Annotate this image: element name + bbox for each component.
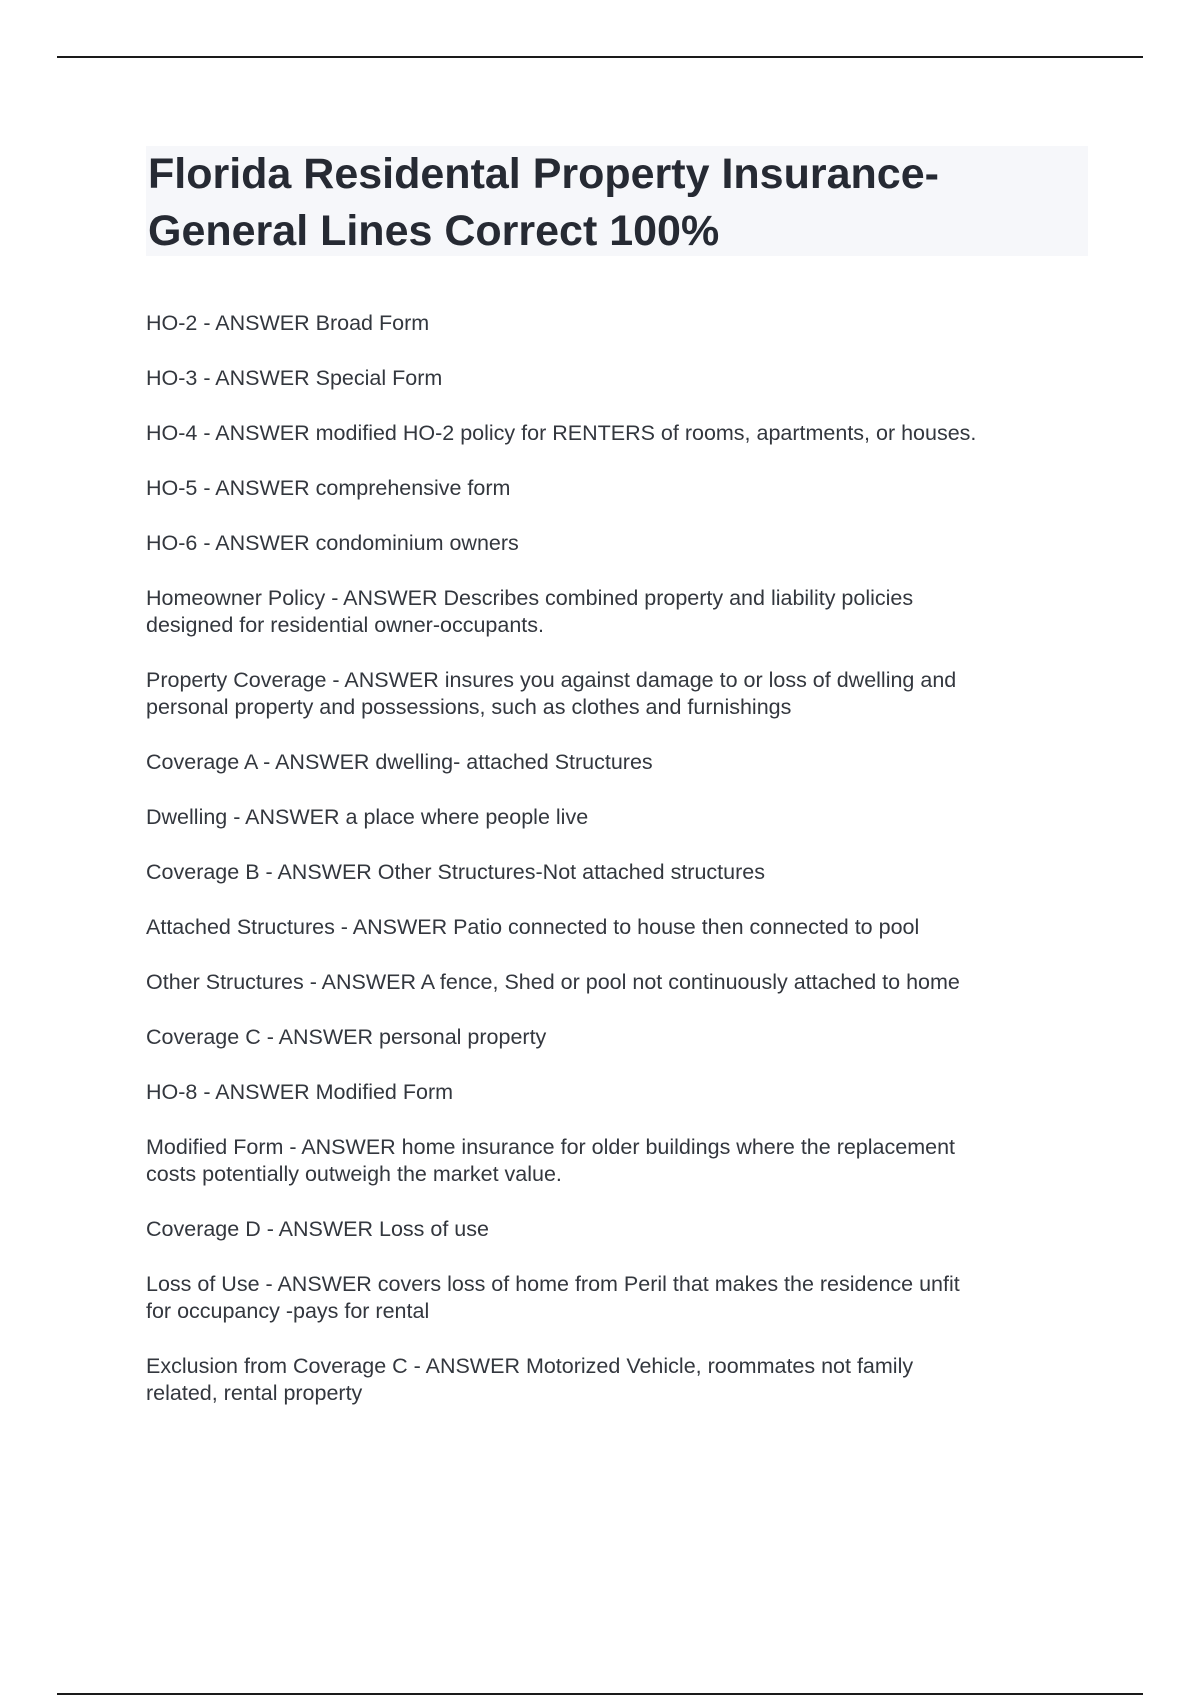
entry-line: HO-4 - ANSWER modified HO-2 policy for RENTERS of rooms, apartments, or houses.: [146, 421, 977, 445]
bottom-rule: [57, 1693, 1143, 1695]
entry-line: Property Coverage - ANSWER insures you against damage to or loss of dwelling and: [146, 668, 957, 692]
entry-line: Loss of Use - ANSWER covers loss of home from Peril that makes the residence unfit: [146, 1272, 960, 1296]
document-title: [146, 146, 1088, 256]
top-rule: [57, 56, 1143, 58]
qa-list: [146, 310, 1096, 1435]
qa-entry-ho-4: [146, 420, 1096, 447]
entry-line: HO-6 - ANSWER condominium owners: [146, 531, 519, 555]
qa-entry-loss-of-use: [146, 1271, 1096, 1325]
qa-entry-modified-form: [146, 1134, 1096, 1188]
entry-line: Coverage B - ANSWER Other Structures-Not attached structures: [146, 860, 765, 884]
entry-line: Coverage C - ANSWER personal property: [146, 1025, 547, 1049]
qa-entry-exclusion-coverage-c: [146, 1353, 1096, 1407]
qa-entry-coverage-c: [146, 1024, 1096, 1051]
entry-line: costs potentially outweigh the market value.: [146, 1162, 562, 1186]
qa-entry-homeowner-policy: [146, 585, 1096, 639]
qa-entry-ho-8: [146, 1079, 1096, 1106]
qa-entry-coverage-b: [146, 859, 1096, 886]
entry-line: HO-3 - ANSWER Special Form: [146, 366, 443, 390]
entry-line: Coverage A - ANSWER dwelling- attached Structures: [146, 750, 653, 774]
title-line-1: Florida Residental Property Insurance-: [148, 150, 939, 198]
qa-entry-ho-5: [146, 475, 1096, 502]
entry-line: Other Structures - ANSWER A fence, Shed or pool not continuously attached to home: [146, 970, 960, 994]
qa-entry-dwelling: [146, 804, 1096, 831]
qa-entry-ho-6: [146, 530, 1096, 557]
qa-entry-coverage-a: [146, 749, 1096, 776]
qa-entry-coverage-d: [146, 1216, 1096, 1243]
qa-entry-attached-structures: [146, 914, 1096, 941]
entry-line: Dwelling - ANSWER a place where people live: [146, 805, 589, 829]
entry-line: designed for residential owner-occupants.: [146, 613, 544, 637]
entry-line: Attached Structures - ANSWER Patio connected to house then connected to pool: [146, 915, 920, 939]
entry-line: Coverage D - ANSWER Loss of use: [146, 1217, 489, 1241]
entry-line: Modified Form - ANSWER home insurance for older buildings where the replacement: [146, 1135, 956, 1159]
entry-line: personal property and possessions, such as clothes and furnishings: [146, 695, 792, 719]
qa-entry-property-coverage: [146, 667, 1096, 721]
entry-line: for occupancy -pays for rental: [146, 1299, 430, 1323]
entry-line: Exclusion from Coverage C - ANSWER Motorized Vehicle, roommates not family: [146, 1354, 914, 1378]
entry-line: HO-8 - ANSWER Modified Form: [146, 1080, 454, 1104]
qa-entry-ho-2: [146, 310, 1096, 337]
entry-line: HO-5 - ANSWER comprehensive form: [146, 476, 511, 500]
entry-line: Homeowner Policy - ANSWER Describes combined property and liability policies: [146, 586, 914, 610]
entry-line: HO-2 - ANSWER Broad Form: [146, 311, 430, 335]
qa-entry-ho-3: [146, 365, 1096, 392]
entry-line: related, rental property: [146, 1381, 363, 1405]
title-line-2: General Lines Correct 100%: [148, 207, 720, 255]
qa-entry-other-structures: [146, 969, 1096, 996]
